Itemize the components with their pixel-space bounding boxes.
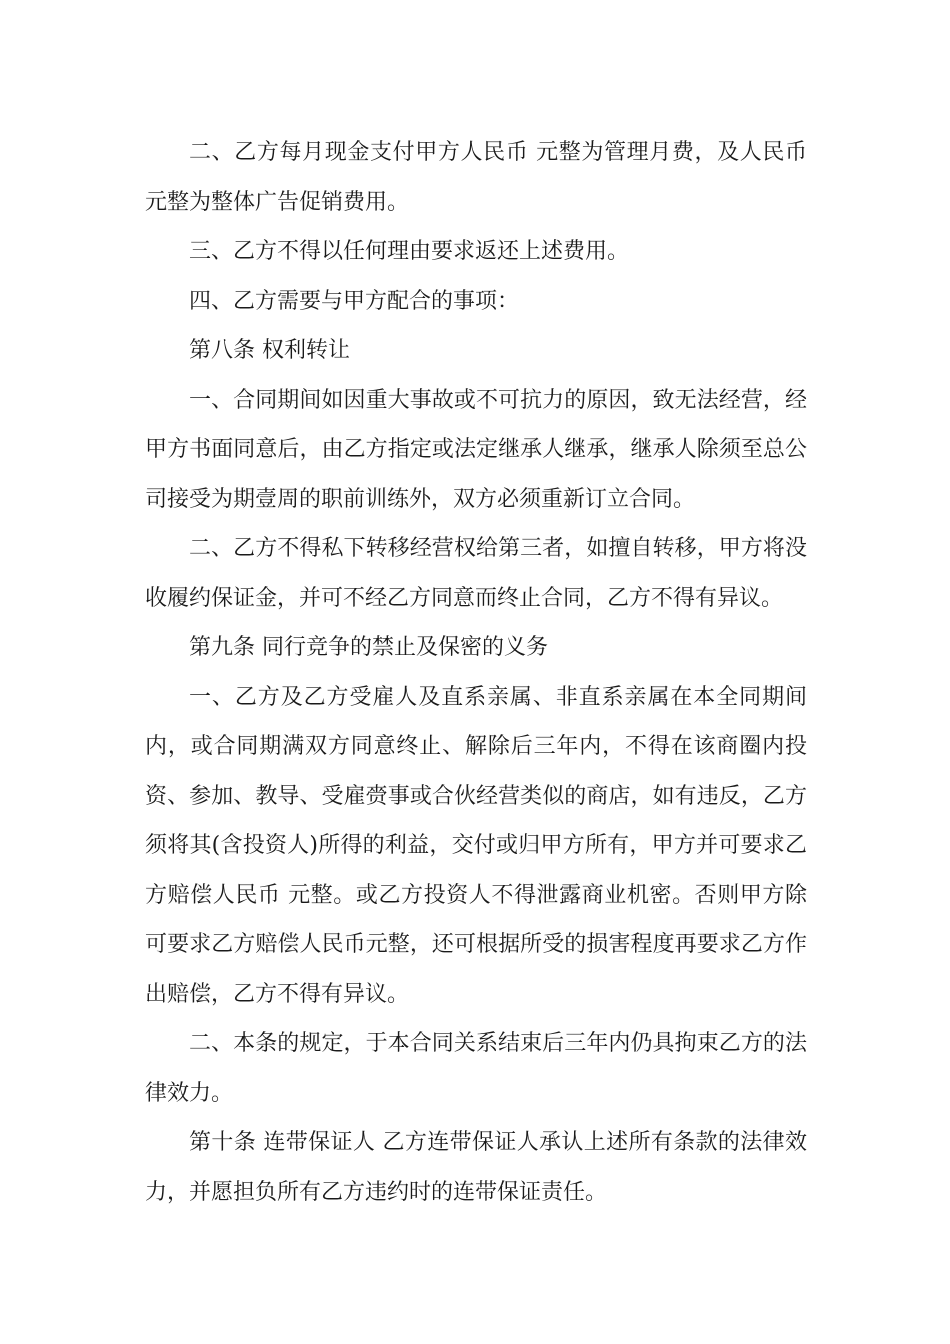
document-body (145, 128, 807, 1217)
paragraph-no-refund: 三、乙方不得以任何理由要求返还上述费用。 (189, 239, 630, 264)
paragraph-post-term-binding: 二、本条的规定，于本合同关系结束后三年内仍具拘束乙方的法律效力。 (145, 1031, 807, 1106)
article-8-heading: 第八条 权利转让 (189, 338, 350, 363)
paragraph-cooperation-items: 四、乙方需要与甲方配合的事项： (189, 288, 520, 314)
article-9-heading: 第九条 同行竞争的禁止及保密的义务 (189, 635, 548, 660)
paragraph-inheritance: 一、合同期间如因重大事故或不可抗力的原因，致无法经营，经甲方书面同意后，由乙方指定或法定继承人继承，继承人除须至总公司接受为期壹周的职前训练外，双方必须重新订立合同。 (145, 387, 807, 512)
paragraph-fee-payment: 二、乙方每月现金支付甲方人民币 元整为管理月费，及人民币 元整为整体广告促销费用。 (145, 140, 807, 215)
paragraph-non-compete: 一、乙方及乙方受雇人及直系亲属、非直系亲属在本全同期间内，或合同期满双方同意终止、解除后三年内，不得在该商圈内投资、参加、教导、受雇赍事或合伙经营类似的商店，如有违反，乙方须将其(含投资人)所得的利益，交付或归甲方所有，甲方并可要求乙方赔偿人民币 元整。或乙方投资人不得泄露商业机密。否则甲方除可要求乙方赔偿人民币元整，还可根据所受的损害程度再要求乙方作出赔偿，乙方不得有异议。 (145, 684, 807, 1007)
article-10-guarantor: 第十条 连带保证人 乙方连带保证人承认上述所有条款的法律效力，并愿担负所有乙方违约时的连带保证责任。 (145, 1130, 807, 1205)
paragraph-transfer-prohibition: 二、乙方不得私下转移经营权给第三者，如擅自转移，甲方将没收履约保证金，并可不经乙方同意而终止合同，乙方不得有异议。 (145, 536, 807, 611)
